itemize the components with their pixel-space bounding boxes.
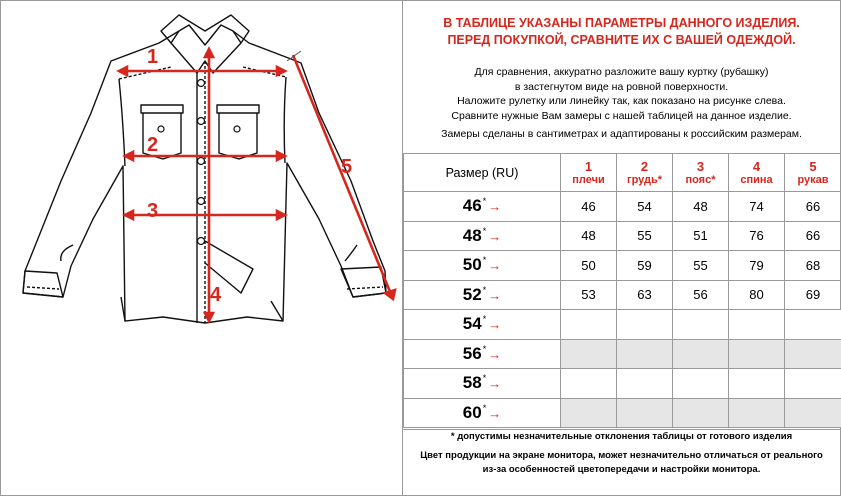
shirt-illustration: [1, 1, 401, 494]
arrow-right-icon: →: [488, 199, 502, 215]
measuring-instructions: [403, 65, 840, 123]
size-star: *: [482, 255, 487, 266]
measurement-cell: 66: [785, 192, 841, 222]
size-cell: [404, 192, 561, 222]
label-5: 5: [341, 156, 353, 178]
measurement-cell: 66: [785, 221, 841, 251]
measurement-cell: [617, 369, 673, 399]
measurement-cell: 54: [617, 192, 673, 222]
label-1: 1: [147, 46, 159, 68]
measurement-cell: [729, 339, 785, 369]
measurement-cell: 59: [617, 251, 673, 281]
column-header-chest: 2 грудь*: [617, 154, 673, 192]
table-row: [404, 369, 841, 399]
column-header-shoulders: 1 плечи: [561, 154, 617, 192]
arrow-right-icon: →: [488, 346, 502, 362]
measurement-cell: [561, 310, 617, 340]
heading-line-1: В ТАБЛИЦЕ УКАЗАНЫ ПАРАМЕТРЫ ДАННОГО ИЗДЕЛИЯ.: [443, 16, 800, 30]
table-row: [404, 221, 841, 251]
arrow-right-icon: →: [488, 287, 502, 303]
table-row: [404, 280, 841, 310]
column-header-waist: 3 пояс*: [673, 154, 729, 192]
label-2: 2: [147, 134, 159, 156]
tolerance-footnote: * допустимы незначительные отклонения таблицы от готового изделия: [450, 431, 793, 442]
measurement-cell: [617, 310, 673, 340]
measurement-cell: [617, 339, 673, 369]
measurement-cell: [617, 398, 673, 428]
measurement-cell: [673, 369, 729, 399]
size-column-header: Размер (RU): [404, 154, 561, 192]
measurement-cell: 74: [729, 192, 785, 222]
table-row: [404, 251, 841, 281]
arrow-right-icon: →: [488, 376, 502, 392]
size-star: *: [482, 402, 487, 413]
measurement-cell: 68: [785, 251, 841, 281]
measurement-cell: 56: [673, 280, 729, 310]
measurement-cell: 53: [561, 280, 617, 310]
label-3: 3: [147, 200, 159, 222]
measurement-cell: [673, 310, 729, 340]
measurement-cell: [785, 398, 841, 428]
table-row: [404, 310, 841, 340]
table-row: [404, 398, 841, 428]
warning-heading: [403, 15, 840, 49]
measurement-cell: 55: [617, 221, 673, 251]
measurement-cell: 46: [561, 192, 617, 222]
size-star: *: [482, 314, 487, 325]
table-row: [404, 192, 841, 222]
size-value: 52: [462, 284, 482, 304]
measurement-cell: 48: [673, 192, 729, 222]
size-cell: [404, 251, 561, 281]
measurement-cell: [729, 310, 785, 340]
size-value: 48: [462, 225, 482, 245]
measurement-cell: [561, 398, 617, 428]
measurement-cell: [673, 339, 729, 369]
instruction-line-4: Сравните нужные Вам замеры с нашей таблицей на данное изделие.: [451, 109, 792, 122]
instruction-line-2: в застегнутом виде на ровной поверхности.: [514, 80, 729, 93]
arrow-right-icon: →: [488, 405, 502, 421]
monitor-note-line-2: из-за особенностей цветопередачи и настройки монитора.: [482, 464, 761, 475]
size-star: *: [482, 196, 487, 207]
measurement-cell: [673, 398, 729, 428]
size-value: 60: [462, 402, 482, 422]
size-star: *: [482, 343, 487, 354]
measurement-cell: [561, 339, 617, 369]
measurement-cell: [785, 369, 841, 399]
size-cell: [404, 310, 561, 340]
monitor-color-note: [403, 449, 840, 477]
measurement-cell: 48: [561, 221, 617, 251]
measurement-cell: 80: [729, 280, 785, 310]
measurement-cell: [561, 369, 617, 399]
measurement-cell: [729, 398, 785, 428]
size-value: 46: [462, 196, 482, 216]
size-cell: [404, 339, 561, 369]
measurement-cell: 50: [561, 251, 617, 281]
measurement-cell: 76: [729, 221, 785, 251]
monitor-note-line-1: Цвет продукции на экране монитора, может незначительно отличаться от реального: [420, 450, 823, 461]
size-value: 56: [462, 343, 482, 363]
size-value: 54: [462, 314, 482, 334]
measurement-cell: 69: [785, 280, 841, 310]
size-star: *: [482, 225, 487, 236]
measurement-cell: 51: [673, 221, 729, 251]
size-star: *: [482, 373, 487, 384]
arrow-right-icon: →: [488, 317, 502, 333]
instruction-line-1: Для сравнения, аккуратно разложите вашу куртку (рубашку): [474, 66, 769, 78]
measurement-cell: [729, 369, 785, 399]
arrow-right-icon: →: [488, 258, 502, 274]
label-4: 4: [210, 284, 222, 306]
arrow-right-icon: →: [488, 228, 502, 244]
column-header-sleeve: 5 рукав: [785, 154, 841, 192]
size-value: 58: [462, 373, 482, 393]
measurement-cell: [785, 310, 841, 340]
size-table: [403, 153, 841, 428]
measurement-cell: 63: [617, 280, 673, 310]
units-note: Замеры сделаны в сантиметрах и адаптированы к российским размерам.: [441, 128, 802, 140]
size-cell: [404, 221, 561, 251]
heading-line-2: ПЕРЕД ПОКУПКОЙ, СРАВНИТЕ ИХ С ВАШЕЙ ОДЕЖДОЙ.: [447, 33, 796, 47]
size-info-panel: [403, 0, 840, 496]
instruction-line-3: Наложите рулетку или линейку так, как показано на рисунке слева.: [457, 95, 786, 107]
table-header-row: [404, 154, 841, 192]
size-cell: [404, 398, 561, 428]
table-row: [404, 339, 841, 369]
size-cell: [404, 280, 561, 310]
measurement-cell: 79: [729, 251, 785, 281]
size-star: *: [482, 284, 487, 295]
measurement-cell: [785, 339, 841, 369]
shirt-measurement-diagram: [1, 1, 401, 494]
size-cell: [404, 369, 561, 399]
size-value: 50: [462, 255, 482, 275]
measurement-cell: 55: [673, 251, 729, 281]
column-header-back: 4 спина: [729, 154, 785, 192]
